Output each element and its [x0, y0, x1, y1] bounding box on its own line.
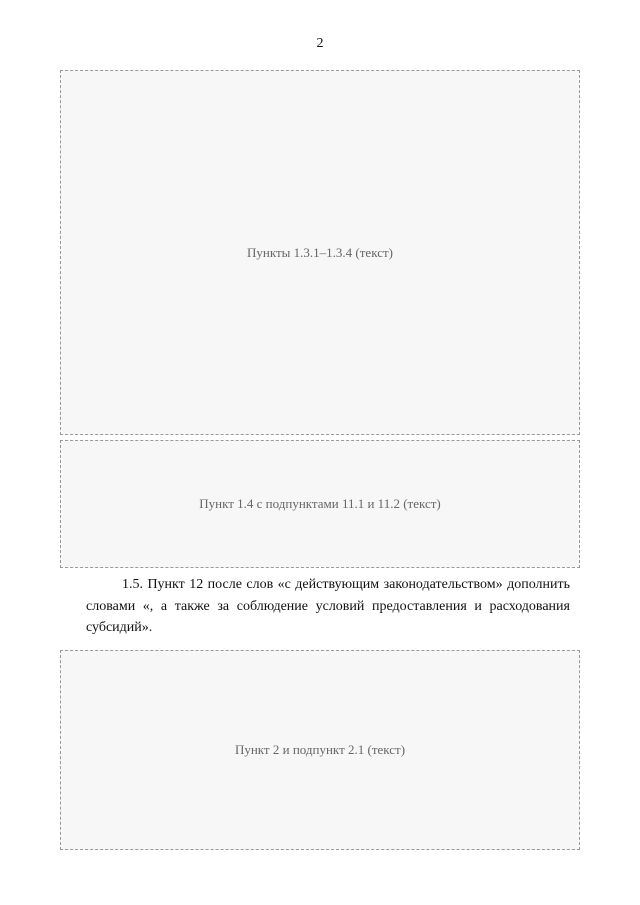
- paragraph-1-5-text: 1.5. Пункт 12 после слов «с действующим законодательством» дополнить словами «, а также за соблюдение условий предоставления и расходования субсидий».: [86, 577, 570, 635]
- section-1-3-region: Пункты 1.3.1–1.3.4 (текст): [60, 70, 580, 435]
- page-number: 2: [316, 36, 324, 51]
- paragraph-1-5: [86, 574, 570, 639]
- section-1-4-region: Пункт 1.4 с подпунктами 11.1 и 11.2 (текст): [60, 440, 580, 568]
- section-2-region: Пункт 2 и подпункт 2.1 (текст): [60, 650, 580, 850]
